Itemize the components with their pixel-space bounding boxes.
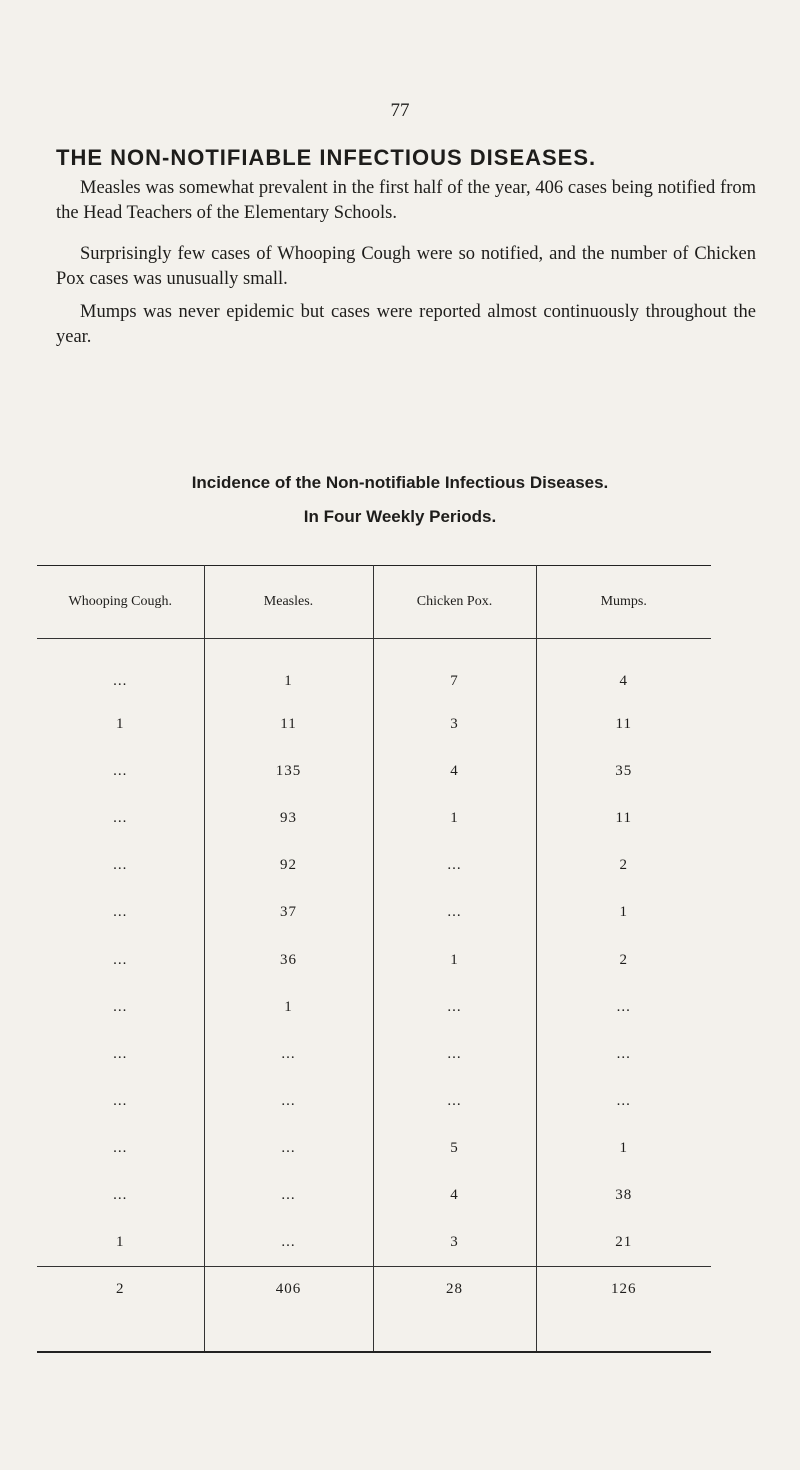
- table-cell: ...: [113, 1092, 128, 1109]
- table-cell: 1: [373, 795, 536, 842]
- table-cell: ...: [113, 1186, 128, 1203]
- table-cell: ...: [204, 1219, 373, 1267]
- table-row: [37, 795, 711, 842]
- table-cell: 3: [373, 701, 536, 748]
- table-cell: ...: [113, 763, 128, 780]
- total-cell: 28: [373, 1267, 536, 1353]
- paragraph-whooping-cough: Surprisingly few cases of Whooping Cough were so notified, and the number of Chicken Pox cases was unusually small.: [56, 244, 756, 289]
- table-cell: 92: [204, 842, 373, 889]
- table-cell: ...: [113, 998, 128, 1015]
- table-cell: ...: [113, 810, 128, 827]
- table-header-row: [37, 566, 711, 639]
- table-cell: ...: [204, 1125, 373, 1172]
- header-whooping-cough: Whooping Cough.: [37, 566, 204, 639]
- section-heading: THE NON-NOTIFIABLE INFECTIOUS DISEASES.: [56, 145, 597, 170]
- table-cell: ...: [373, 842, 536, 889]
- table-row: [37, 701, 711, 748]
- table-cell: ...: [373, 1078, 536, 1125]
- table-cell: 1: [536, 889, 711, 936]
- table-row: [37, 1219, 711, 1267]
- paragraph-mumps: Mumps was never epidemic but cases were reported almost continuously throughout the year.: [56, 302, 756, 347]
- table-cell: ...: [373, 984, 536, 1031]
- table-cell: 5: [373, 1125, 536, 1172]
- table-row: [37, 1125, 711, 1172]
- table-cell: 1: [116, 1234, 125, 1251]
- table-cell: 11: [536, 701, 711, 748]
- header-mumps: Mumps.: [536, 566, 711, 639]
- table-cell: ...: [113, 672, 128, 689]
- table-cell: 37: [204, 889, 373, 936]
- table-cell: ...: [373, 889, 536, 936]
- table-row: [37, 639, 711, 702]
- header-measles: Measles.: [204, 566, 373, 639]
- table-cell: 2: [536, 936, 711, 983]
- table-cell: ...: [536, 1031, 711, 1078]
- table-row: [37, 748, 711, 795]
- table-cell: ...: [373, 1031, 536, 1078]
- total-cell: 126: [536, 1267, 711, 1353]
- header-chicken-pox: Chicken Pox.: [373, 566, 536, 639]
- table-cell: ...: [204, 1172, 373, 1219]
- table-cell: 2: [536, 842, 711, 889]
- table-row: [37, 936, 711, 983]
- table-cell: ...: [113, 904, 128, 921]
- table-cell: ...: [536, 984, 711, 1031]
- table-cell: ...: [536, 1078, 711, 1125]
- table-cell: ...: [204, 1031, 373, 1078]
- table-cell: 11: [536, 795, 711, 842]
- table-row: [37, 1031, 711, 1078]
- table-cell: 7: [373, 639, 536, 702]
- table-cell: 1: [373, 936, 536, 983]
- table-cell: 1: [204, 984, 373, 1031]
- table-cell: 4: [373, 1172, 536, 1219]
- table-cell: 1: [204, 639, 373, 702]
- table-cell: ...: [113, 857, 128, 874]
- table-row: [37, 889, 711, 936]
- table-cell: 11: [204, 701, 373, 748]
- table-row: [37, 842, 711, 889]
- table-cell: 3: [373, 1219, 536, 1267]
- table-cell: 36: [204, 936, 373, 983]
- table-row: [37, 1172, 711, 1219]
- table-cell: 135: [204, 748, 373, 795]
- table-cell: ...: [113, 951, 128, 968]
- table-cell: ...: [113, 1139, 128, 1156]
- table-cell: 35: [536, 748, 711, 795]
- table-cell: 1: [116, 716, 125, 733]
- page-number: 77: [390, 100, 410, 121]
- total-cell: 406: [204, 1267, 373, 1353]
- total-cell: 2: [37, 1267, 204, 1353]
- table-subtitle: In Four Weekly Periods.: [303, 507, 497, 526]
- table-cell: 93: [204, 795, 373, 842]
- table-cell: ...: [113, 1045, 128, 1062]
- table-row: [37, 984, 711, 1031]
- paragraph-measles: Measles was somewhat prevalent in the first half of the year, 406 cases being notified from the Head Teachers of the Elementary Schools.: [56, 178, 756, 223]
- table-row: [37, 1078, 711, 1125]
- table-title: Incidence of the Non-notifiable Infectious Diseases.: [191, 473, 609, 492]
- table-cell: 38: [536, 1172, 711, 1219]
- table-cell: 4: [536, 639, 711, 702]
- table-cell: 4: [373, 748, 536, 795]
- table-cell: 21: [536, 1219, 711, 1267]
- table-cell: ...: [204, 1078, 373, 1125]
- incidence-table: [37, 565, 711, 1353]
- totals-row: [37, 1267, 711, 1353]
- table-cell: 1: [536, 1125, 711, 1172]
